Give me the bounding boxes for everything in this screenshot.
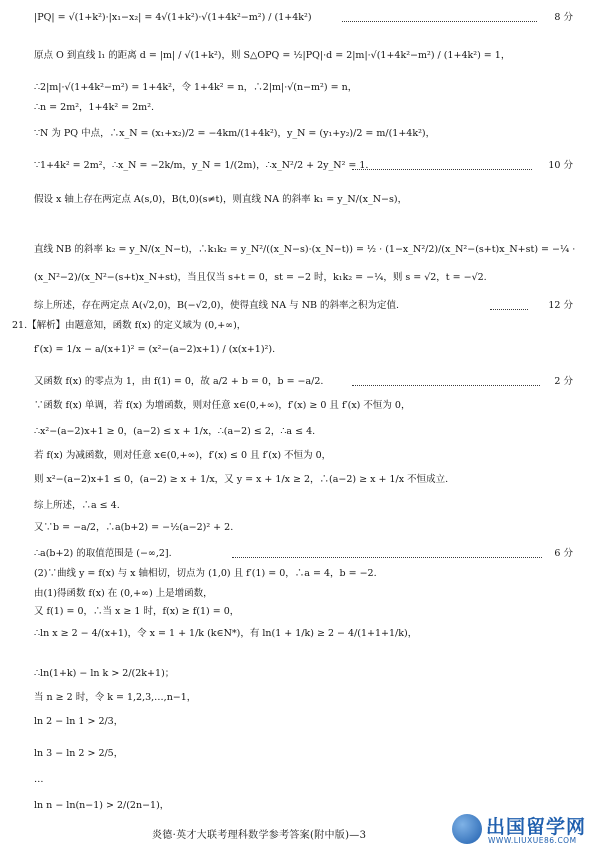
line-f1-zero bbox=[0, 602, 593, 622]
dot-leader bbox=[232, 557, 542, 558]
line-text: 综上所述，∴a ≤ 4. bbox=[34, 500, 120, 511]
line-ln2 bbox=[0, 712, 593, 732]
line-text: ∴x²−(a−2)x+1 ≥ 0，(a−2) ≤ x + 1/x，∴(a−2) ≤ 2，∴a ≤ 4. bbox=[34, 426, 316, 437]
line-text: ∴2|m|·√(1+4k²−m²) = 1+4k²，令 1+4k² = n，∴2|m|·√(n−m²) = n， bbox=[34, 82, 358, 93]
line-text: 直线 NB 的斜率 k₂ = y_N/(x_N−t)，∴k₁k₂ = y_N²/((x_N−s)·(x_N−t)) = ½ · (1−x_N²/2)/(x_N²−(s+t)x_N+st) = −¼ · bbox=[34, 244, 576, 255]
line-text: ∴ln x ≥ 2 − 4/(x+1)，令 x = 1 + 1/k (k∈N*)，有 ln(1 + 1/k) ≥ 2 − 4/(1+1+1/k)， bbox=[34, 628, 418, 639]
line-increasing-case bbox=[0, 396, 593, 416]
line-midpoint bbox=[0, 124, 593, 144]
line-text: ∴a(b+2) 的取值范围是 (−∞,2]. bbox=[34, 548, 172, 559]
line-text: 假设 x 轴上存在两定点 A(s,0)，B(t,0)(s≠t)，则直线 NA 的斜率 k₁ = y_N/(x_N−s)， bbox=[34, 194, 408, 205]
line-text: 21.【解析】由题意知，函数 f(x) 的定义域为 (0,+∞)， bbox=[12, 320, 247, 331]
watermark-logo bbox=[452, 812, 590, 852]
line-conclusion-20 bbox=[0, 296, 593, 316]
line-midpoint-trajectory bbox=[0, 156, 593, 176]
globe-icon bbox=[452, 814, 482, 844]
line-zero-point bbox=[0, 372, 593, 392]
line-assumption bbox=[0, 190, 593, 210]
line-pq-length bbox=[0, 8, 593, 28]
watermark-url: WWW.LIUXUE86.COM bbox=[488, 836, 577, 845]
line-text: ln n − ln(n−1) > 2/(2n−1)， bbox=[34, 800, 170, 811]
line-text: ln 2 − ln 1 > 2/3， bbox=[34, 716, 124, 727]
line-distance-area bbox=[0, 46, 593, 66]
line-decreasing-result bbox=[0, 470, 593, 490]
line-text: ln 3 − ln 2 > 2/5， bbox=[34, 748, 124, 759]
dot-leader bbox=[352, 385, 540, 386]
line-text: 又函数 f(x) 的零点为 1，由 f(1) = 0，故 a/2 + b = 0，b = −a/2. bbox=[34, 376, 324, 387]
line-substitution bbox=[0, 78, 593, 98]
line-slope-product bbox=[0, 240, 593, 260]
line-text: ∵1+4k² = 2m²，∴x_N = −2k/m，y_N = 1/(2m)，∴x_N²/2 + 2y_N² = 1. bbox=[34, 160, 369, 171]
line-text: 当 n ≥ 2 时，令 k = 1,2,3,…,n−1， bbox=[34, 692, 197, 703]
line-slope-condition bbox=[0, 268, 593, 288]
line-text: (2)∵曲线 y = f(x) 与 x 轴相切，切点为 (1,0) 且 f′(1) = 0，∴a = 4，b = −2. bbox=[34, 568, 377, 579]
score-marker: 2 分 bbox=[554, 376, 573, 387]
line-text: 又∵b = −a/2，∴a(b+2) = −½(a−2)² + 2. bbox=[34, 522, 234, 533]
line-text: 由(1)得函数 f(x) 在 (0,+∞) 上是增函数， bbox=[34, 588, 213, 599]
line-text: ∴n = 2m²，1+4k² = 2m². bbox=[34, 102, 155, 113]
line-text: 综上所述，存在两定点 A(√2,0)，B(−√2,0)，使得直线 NA 与 NB 的斜率之积为定值. bbox=[34, 300, 400, 311]
line-ln-inequality bbox=[0, 624, 593, 644]
dot-leader bbox=[352, 169, 532, 170]
score-marker: 10 分 bbox=[548, 160, 573, 171]
line-text: (x_N²−2)/(x_N²−(s+t)x_N+st)，当且仅当 s+t = 0，st = −2 时，k₁k₂ = −¼，则 s = √2，t = −√2. bbox=[34, 272, 487, 283]
line-text: ∴ln(1+k) − ln k > 2/(2k+1)； bbox=[34, 668, 175, 679]
line-text: 原点 O 到直线 l₁ 的距离 d = |m| / √(1+k²)，则 S△OPQ = ½|PQ|·d = 2|m|·√(1+4k²−m²) / (1+4k²) = 1， bbox=[34, 50, 511, 61]
line-ln-difference bbox=[0, 664, 593, 684]
line-n-cases bbox=[0, 688, 593, 708]
watermark-title: 出国留学网 bbox=[486, 816, 587, 838]
line-problem-21-heading bbox=[0, 316, 593, 336]
line-relation bbox=[0, 98, 593, 118]
score-marker: 12 分 bbox=[548, 300, 573, 311]
line-text: 则 x²−(a−2)x+1 ≤ 0，(a−2) ≥ x + 1/x，又 y = x + 1/x ≥ 2，∴(a−2) ≥ x + 1/x 不恒成立. bbox=[34, 474, 449, 485]
line-decreasing-case bbox=[0, 446, 593, 466]
footer-text: 炎德·英才大联考理科数学参考答案(附中版)—3 bbox=[152, 830, 367, 841]
line-text: … bbox=[34, 774, 44, 785]
line-ellipsis bbox=[0, 770, 593, 790]
line-text: ∵函数 f(x) 单调，若 f(x) 为增函数，则对任意 x∈(0,+∞)，f′(x) ≥ 0 且 f′(x) 不恒为 0， bbox=[34, 400, 411, 411]
line-derivative bbox=[0, 340, 593, 360]
line-ln3 bbox=[0, 744, 593, 764]
line-text: |PQ| = √(1+k²)·|x₁−x₂| = 4√(1+k²)·√(1+4k²−m²) / (1+4k²) bbox=[34, 12, 312, 23]
score-marker: 6 分 bbox=[554, 548, 573, 559]
line-text: ∵N 为 PQ 中点，∴x_N = (x₁+x₂)/2 = −4km/(1+4k²)，y_N = (y₁+y₂)/2 = m/(1+4k²)， bbox=[34, 128, 436, 139]
dot-leader bbox=[490, 309, 528, 310]
line-summary-a bbox=[0, 496, 593, 516]
line-text: f′(x) = 1/x − a/(x+1)² = (x²−(a−2)x+1) / (x(x+1)²). bbox=[34, 344, 276, 355]
line-text: 若 f(x) 为减函数，则对任意 x∈(0,+∞)，f′(x) ≤ 0 且 f′(x) 不恒为 0， bbox=[34, 450, 332, 461]
line-text: 又 f(1) = 0，∴当 x ≥ 1 时，f(x) ≥ f(1) = 0， bbox=[34, 606, 240, 617]
line-increasing-result bbox=[0, 422, 593, 442]
line-range bbox=[0, 544, 593, 564]
line-b-relation bbox=[0, 518, 593, 538]
dot-leader bbox=[342, 21, 537, 22]
line-part-2-tangent bbox=[0, 564, 593, 584]
line-increasing-function bbox=[0, 584, 593, 604]
score-marker: 8 分 bbox=[554, 12, 573, 23]
